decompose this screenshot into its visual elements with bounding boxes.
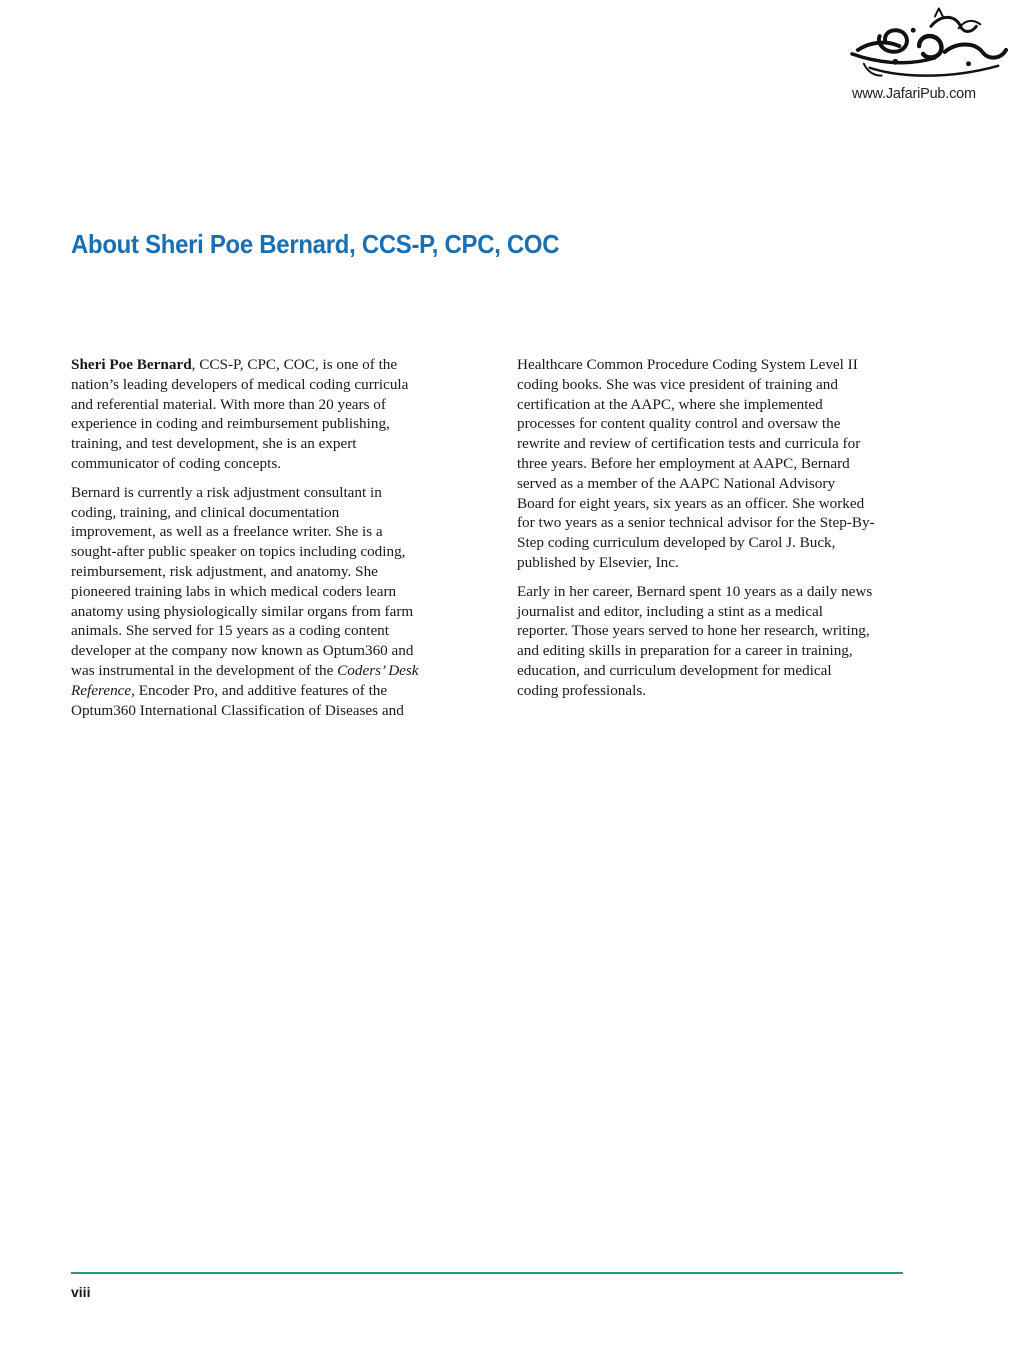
text-line: anatomy using physiologically similar organs from farm [71, 602, 414, 620]
text-line: three years. Before her employment at AAPC, Bernard [517, 454, 850, 472]
book-title-italic: Coders’ Desk [337, 661, 419, 679]
text-line: served as a member of the AAPC National Advisory [517, 474, 836, 492]
text-line: and editing skills in preparation for a career in training, [517, 642, 853, 660]
author-name-bold: Sheri Poe Bernard [71, 356, 192, 373]
text-line: improvement, as well as a freelance writer. She is a [71, 523, 383, 541]
text-line: Bernard is currently a risk adjustment consultant in [71, 483, 382, 501]
page-number: viii [71, 1284, 91, 1300]
book-title-italic: Reference [71, 681, 132, 699]
text-line: developer at the company now known as Optum360 and [71, 642, 414, 660]
text-line: and referential material. With more than 20 years of [71, 395, 386, 413]
bio-paragraph-1 [71, 355, 471, 474]
text-line: rewrite and review of certification tests and curricula for [517, 435, 861, 453]
text-line [71, 681, 471, 701]
publisher-url: www.JafariPub.com [852, 86, 976, 102]
text-line: nation’s leading developers of medical coding curricula [71, 375, 409, 393]
text-line: coding professionals. [517, 681, 647, 699]
text-line: reimbursement, risk adjustment, and anatomy. She [71, 562, 378, 580]
text-line: animals. She served for 15 years as a coding content [71, 622, 389, 640]
bio-paragraph-4 [517, 582, 917, 701]
text-line: pioneered training labs in which medical coders learn [71, 582, 397, 600]
bio-paragraph-3 [517, 355, 917, 573]
text-line: Healthcare Common Procedure Coding System Level II [517, 356, 858, 373]
text-line: processes for content quality control and oversaw the [517, 415, 841, 433]
text-line: Board for eight years, six years as an officer. She worked [517, 494, 865, 512]
text-line: reporter. Those years served to hone her research, writing, [517, 622, 870, 640]
calligraphy-logo-icon [850, 6, 1008, 88]
page-title: About Sheri Poe Bernard, CCS-P, CPC, COC [71, 229, 560, 259]
text-fragment: was instrumental in the development of the [71, 661, 338, 679]
text-line: communicator of coding concepts. [71, 454, 282, 472]
text-line: Optum360 International Classification of Diseases and [71, 701, 404, 719]
text-line: Step coding curriculum developed by Carol J. Buck, [517, 534, 836, 552]
text-line: education, and curriculum development for medical [517, 661, 832, 679]
text-line: for two years as a senior technical advisor for the Step-By- [517, 514, 875, 532]
text-line: Early in her career, Bernard spent 10 years as a daily news [517, 582, 873, 600]
text-line: coding, training, and clinical documentation [71, 503, 340, 521]
bio-paragraph-2 [71, 483, 471, 721]
text-fragment: , CCS-P, CPC, COC, is one of the [191, 356, 398, 373]
text-line: journalist and editor, including a stint as a medical [517, 602, 824, 620]
text-line: certification at the AAPC, where she implemented [517, 395, 823, 413]
text-line: experience in coding and reimbursement publishing, [71, 415, 390, 433]
text-line [71, 355, 471, 375]
left-column [71, 355, 471, 729]
publisher-logo [846, 6, 1012, 110]
right-column [517, 355, 917, 710]
text-fragment: , Encoder Pro, and additive features of the [131, 681, 388, 699]
text-line: training, and test development, she is an expert [71, 435, 357, 453]
text-line: coding books. She was vice president of training and [517, 375, 838, 393]
footer-divider [71, 1272, 903, 1274]
text-line: published by Elsevier, Inc. [517, 553, 679, 571]
text-line: sought-after public speaker on topics including coding, [71, 543, 406, 561]
text-line [71, 661, 471, 681]
